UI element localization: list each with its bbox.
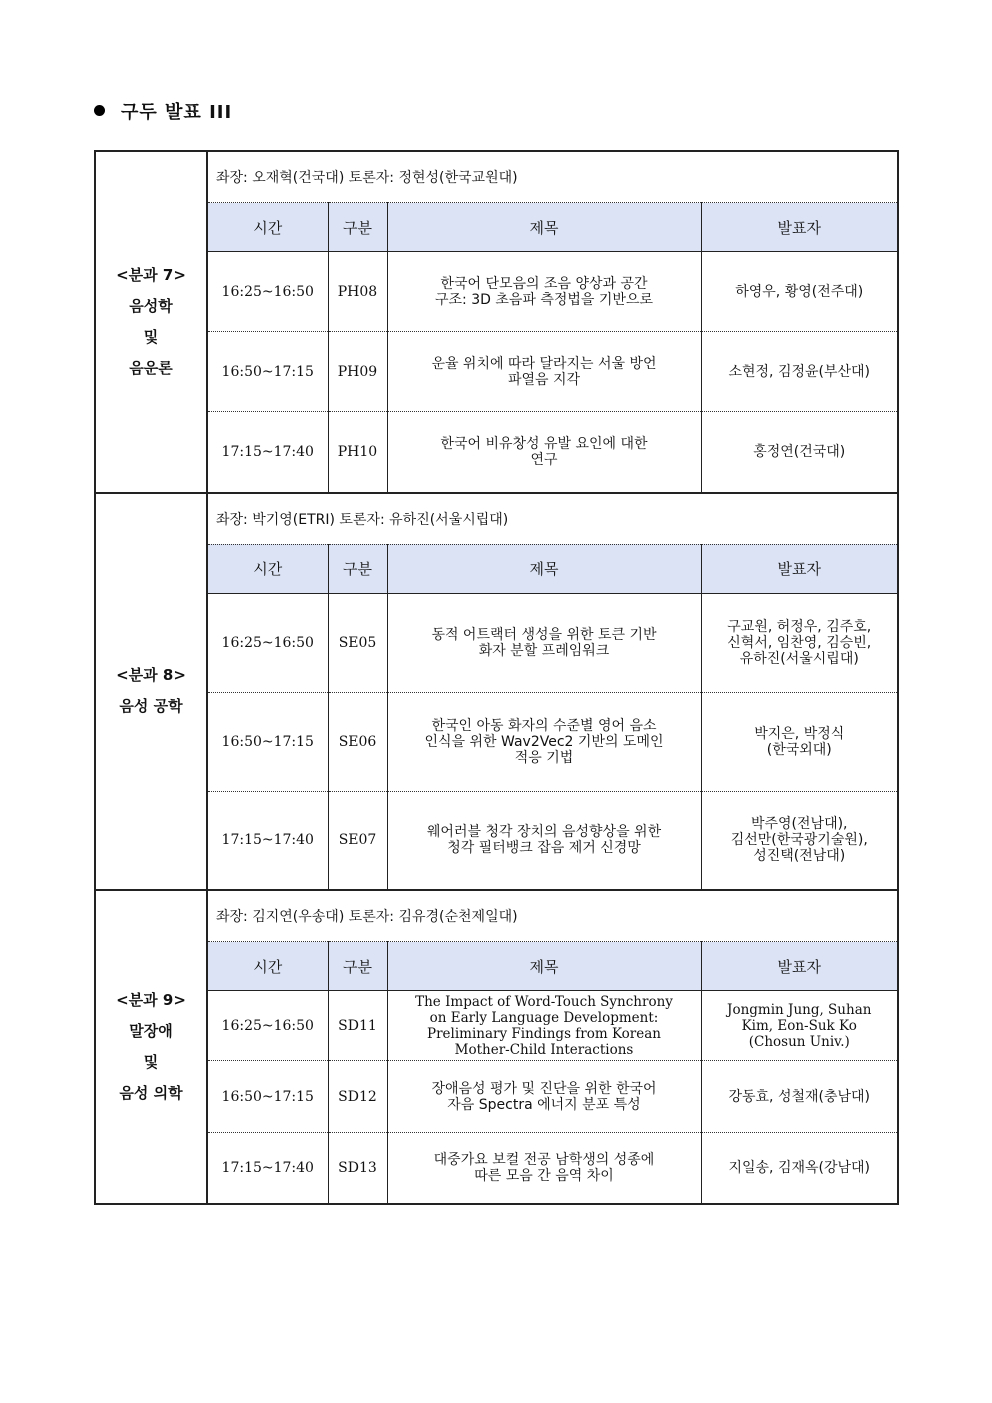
title-line: 따른 모음 간 음역 차이: [474, 1167, 614, 1184]
session-label-line: <분과 7>: [116, 265, 186, 284]
presenter-cell: [701, 1061, 897, 1133]
chair-discussant-text: 좌장: 김지연(우송대) 토론자: 김유경(순천제일대): [208, 891, 897, 942]
session-label: [95, 493, 207, 891]
presenter-line: 구교원, 허정우, 김주호,: [727, 618, 872, 635]
title-cell: [387, 252, 701, 332]
code-cell: SE05: [328, 593, 387, 692]
presenter-cell: [701, 332, 897, 412]
presenter-line: 성진택(전남대): [753, 848, 846, 865]
session-details: [207, 151, 898, 493]
schedule-body: [95, 151, 898, 1204]
presenter-cell: [701, 991, 897, 1061]
section-title: 구두 발표 III: [121, 102, 233, 123]
title-cell: [387, 692, 701, 791]
title-cell: [387, 593, 701, 692]
time-cell: 16:50~17:15: [208, 1061, 328, 1133]
time-cell: 16:25~16:50: [208, 252, 328, 332]
title-line: 한국어 단모음의 조음 양상과 공간: [440, 275, 648, 292]
column-header-row: [208, 544, 897, 593]
code-cell: PH08: [328, 252, 387, 332]
presenter-line: 강동효, 성철재(충남대): [728, 1088, 871, 1105]
presentation-row: [208, 991, 897, 1061]
code-cell: SD13: [328, 1133, 387, 1203]
code-header: 구분: [328, 203, 387, 252]
time-cell: 16:25~16:50: [208, 593, 328, 692]
title-header: 제목: [387, 544, 701, 593]
presentation-row: [208, 1133, 897, 1203]
time-cell: 16:50~17:15: [208, 332, 328, 412]
presenter-cell: [701, 692, 897, 791]
time-header: 시간: [208, 544, 328, 593]
time-cell: 17:15~17:40: [221, 443, 314, 460]
title-cell: [387, 991, 701, 1061]
session-table: [208, 891, 897, 1203]
code-header: 구분: [328, 942, 387, 991]
presentation-schedule-table: [94, 150, 899, 1205]
time-cell: 17:15~17:40: [221, 1159, 314, 1176]
session-table: [208, 494, 897, 890]
presenter-header: 발표자: [701, 544, 897, 593]
presentation-row: [208, 1061, 897, 1133]
chair-row: [208, 152, 897, 203]
presentation-row: [208, 791, 897, 889]
title-line: 대중가요 보컬 전공 남학생의 성종에: [433, 1151, 655, 1168]
presenter-line: 박지은, 박정식: [754, 725, 845, 742]
session-block: [95, 890, 898, 1204]
title-cell: [387, 412, 701, 492]
title-line: 청각 필터뱅크 잡음 제거 신경망: [447, 840, 641, 857]
column-header-row: [208, 942, 897, 991]
presenter-cell: [701, 412, 897, 492]
presentation-row: [208, 252, 897, 332]
time-header: 시간: [208, 942, 328, 991]
session-label-line: <분과 8>: [116, 666, 186, 685]
presenter-line: 신혁서, 임찬영, 김승빈,: [727, 634, 872, 651]
time-cell: 17:15~17:40: [221, 832, 314, 849]
title-cell: [387, 1133, 701, 1203]
session-label-line: 말장애: [129, 1021, 173, 1040]
title-line: The Impact of Word-Touch Synchrony: [415, 993, 673, 1010]
presenter-line: 하영우, 황영(전주대): [735, 283, 864, 300]
presenter-line: Kim, Eon-Suk Ko: [741, 1017, 857, 1034]
title-line: 한국어 비유창성 유발 요인에 대한: [440, 435, 648, 452]
title-line: 화자 분할 프레임워크: [478, 642, 610, 659]
title-line: 동적 어트랙터 생성을 위한 토큰 기반: [431, 626, 657, 643]
presentation-row: [208, 593, 897, 692]
code-header: 구분: [328, 544, 387, 593]
time-cell: 16:50~17:15: [208, 692, 328, 791]
session-block: [95, 493, 898, 891]
title-header: 제목: [387, 203, 701, 252]
chair-discussant-text: 좌장: 박기영(ETRI) 토론자: 유하진(서울시립대): [208, 494, 897, 545]
title-line: 웨어러블 청각 장치의 음성향상을 위한: [426, 824, 662, 841]
presenter-line: 소현정, 김정윤(부산대): [728, 363, 871, 380]
title-cell: [387, 332, 701, 412]
code-cell: SE07: [328, 791, 387, 889]
presentation-row: [208, 332, 897, 412]
presenter-line: 박주영(전남대),: [750, 816, 848, 833]
title-line: 자음 Spectra 에너지 분포 특성: [447, 1096, 641, 1113]
title-line: 한국인 아동 화자의 수준별 영어 음소: [431, 717, 657, 734]
bullet-icon: [94, 105, 105, 116]
title-line: 파열음 지각: [507, 371, 581, 388]
session-label-line: 음성학: [129, 296, 173, 315]
chair-discussant-text: 좌장: 오재혁(건국대) 토론자: 정현성(한국교원대): [208, 152, 897, 203]
session-label-line: <분과 9>: [116, 990, 186, 1009]
chair-row: [208, 891, 897, 942]
presenter-line: 유하진(서울시립대): [739, 650, 859, 667]
presenter-line: Jongmin Jung, Suhan: [727, 1001, 872, 1018]
title-line: 연구: [530, 451, 558, 468]
session-label-line: 및: [143, 327, 159, 346]
title-header: 제목: [387, 942, 701, 991]
time-header: 시간: [208, 203, 328, 252]
title-line: Preliminary Findings from Korean: [427, 1025, 661, 1042]
chair-row: [208, 494, 897, 545]
title-line: on Early Language Development:: [429, 1009, 659, 1026]
session-label: [95, 151, 207, 493]
presenter-cell: [701, 593, 897, 692]
presentation-row: [208, 412, 897, 492]
presenter-cell: [701, 252, 897, 332]
code-cell: SD12: [328, 1061, 387, 1133]
title-line: 적응 기법: [514, 749, 574, 766]
title-line: 운율 위치에 따라 달라지는 서울 방언: [431, 355, 657, 372]
session-label-line: 음성 의학: [119, 1083, 183, 1102]
section-heading: [94, 98, 232, 124]
presenter-cell: [701, 1133, 897, 1203]
presenter-line: 김선만(한국광기술원),: [730, 832, 868, 849]
session-details: [207, 890, 898, 1204]
time-cell: 16:25~16:50: [208, 991, 328, 1061]
title-line: 구조: 3D 초음파 측정법을 기반으로: [434, 291, 654, 308]
presentation-row: [208, 692, 897, 791]
column-header-row: [208, 203, 897, 252]
presenter-line: 지일송, 김재옥(강남대): [728, 1159, 871, 1176]
session-label-line: 음성 공학: [119, 697, 183, 716]
title-cell: [387, 1061, 701, 1133]
presenter-header: 발표자: [701, 203, 897, 252]
title-line: Mother-Child Interactions: [454, 1041, 634, 1058]
presenter-line: (한국외대): [766, 741, 832, 758]
code-cell: PH10: [328, 412, 387, 492]
session-label-line: 및: [143, 1052, 159, 1071]
title-line: 인식을 위한 Wav2Vec2 기반의 도메인: [424, 733, 664, 750]
code-cell: SE06: [328, 692, 387, 791]
session-label: [95, 890, 207, 1204]
title-cell: [387, 791, 701, 889]
code-cell: PH09: [328, 332, 387, 412]
presenter-line: (Chosun Univ.): [748, 1033, 850, 1050]
code-cell: SD11: [328, 991, 387, 1061]
presenter-cell: [701, 791, 897, 889]
session-details: [207, 493, 898, 891]
title-line: 장애음성 평가 및 진단을 위한 한국어: [431, 1080, 657, 1097]
session-table: [208, 152, 897, 492]
presenter-line: 홍정연(건국대): [753, 443, 846, 460]
session-block: [95, 151, 898, 493]
session-label-line: 음운론: [129, 358, 173, 377]
presenter-header: 발표자: [701, 942, 897, 991]
